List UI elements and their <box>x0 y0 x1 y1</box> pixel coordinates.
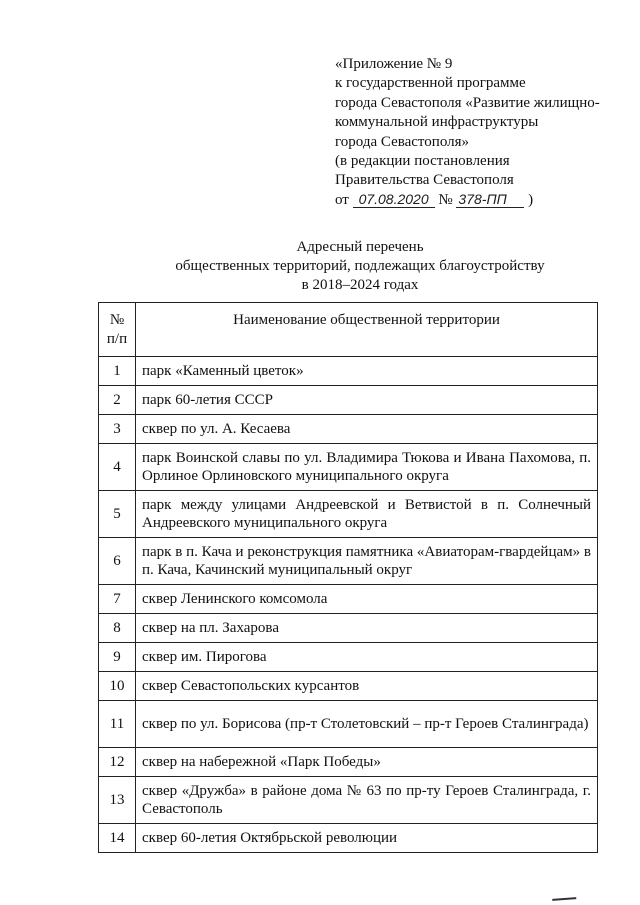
territory-name: парк между улицами Андреевской и Ветвистой в п. Солнечный Андреевского муниципального округа <box>136 491 598 538</box>
row-number: 5 <box>99 491 136 538</box>
table-row <box>99 491 598 538</box>
table-row <box>99 824 598 853</box>
territory-table <box>98 302 598 853</box>
territory-name: парк в п. Кача и реконструкция памятника «Авиаторам-гвардейцам» в п. Кача, Качинский муниципальный округ <box>136 538 598 585</box>
annex-line: Правительства Севастополя <box>335 172 514 189</box>
row-number: 11 <box>99 701 136 748</box>
table-row <box>99 748 598 777</box>
annex-line: коммунальной инфраструктуры <box>335 114 539 131</box>
table-row <box>99 777 598 824</box>
handwritten-number: 378-ПП <box>456 192 524 208</box>
page-mark <box>552 889 577 901</box>
table-row <box>99 357 598 386</box>
document-title <box>140 238 580 295</box>
row-number: 13 <box>99 777 136 824</box>
row-number: 12 <box>99 748 136 777</box>
handwritten-date: 07.08.2020 <box>353 192 435 208</box>
date-prefix: от <box>335 191 349 208</box>
territory-name: сквер Севастопольских курсантов <box>136 672 598 701</box>
title-line-1: Адресный перечень <box>296 239 424 255</box>
table-row <box>99 415 598 444</box>
header-name: Наименование общественной территории <box>136 303 598 357</box>
territory-name: сквер по ул. Борисова (пр-т Столетовский – пр-т Героев Сталинграда) <box>136 701 598 748</box>
territory-name: сквер «Дружба» в районе дома № 63 по пр-ту Героев Сталинграда, г. Севастополь <box>136 777 598 824</box>
table-row <box>99 643 598 672</box>
territory-name: парк 60-летия СССР <box>136 386 598 415</box>
annex-line: «Приложение № 9 <box>335 56 453 72</box>
row-number: 1 <box>99 357 136 386</box>
annex-line: города Севастополя «Развитие жилищно- <box>335 94 600 111</box>
table-row <box>99 672 598 701</box>
row-number: 9 <box>99 643 136 672</box>
table-row <box>99 614 598 643</box>
number-prefix: № <box>438 191 453 208</box>
row-number: 2 <box>99 386 136 415</box>
title-line-3: в 2018–2024 годах <box>301 277 419 293</box>
territory-name: сквер им. Пирогова <box>136 643 598 672</box>
annex-line: к государственной программе <box>335 75 526 92</box>
table-row <box>99 538 598 585</box>
row-number: 10 <box>99 672 136 701</box>
row-number: 6 <box>99 538 136 585</box>
territory-name: сквер по ул. А. Кесаева <box>136 415 598 444</box>
annex-line: города Севастополя» <box>335 133 470 150</box>
row-number: 4 <box>99 444 136 491</box>
table-row <box>99 585 598 614</box>
annex-header <box>335 55 625 210</box>
territory-name: сквер на набережной «Парк Победы» <box>136 748 598 777</box>
header-num <box>99 303 136 357</box>
territory-name: сквер на пл. Захарова <box>136 614 598 643</box>
table-row <box>99 386 598 415</box>
header-num-line-2: п/п <box>106 330 128 347</box>
territory-name: сквер 60-летия Октябрьской революции <box>136 824 598 853</box>
row-number: 14 <box>99 824 136 853</box>
table-row <box>99 444 598 491</box>
annex-line: (в редакции постановления <box>335 153 510 170</box>
row-number: 8 <box>99 614 136 643</box>
resolution-date-line <box>335 191 625 210</box>
row-number: 7 <box>99 585 136 614</box>
territory-name: сквер Ленинского комсомола <box>136 585 598 614</box>
table-header-row <box>99 303 598 357</box>
closing-paren: ) <box>528 191 534 208</box>
table-row <box>99 701 598 748</box>
territory-name: парк «Каменный цветок» <box>136 357 598 386</box>
header-num-line-1: № <box>109 311 125 328</box>
title-line-2: общественных территорий, подлежащих благоустройству <box>175 258 545 274</box>
territory-name: парк Воинской славы по ул. Владимира Тюкова и Ивана Пахомова, п. Орлиное Орлиновского муниципального округа <box>136 444 598 491</box>
row-number: 3 <box>99 415 136 444</box>
